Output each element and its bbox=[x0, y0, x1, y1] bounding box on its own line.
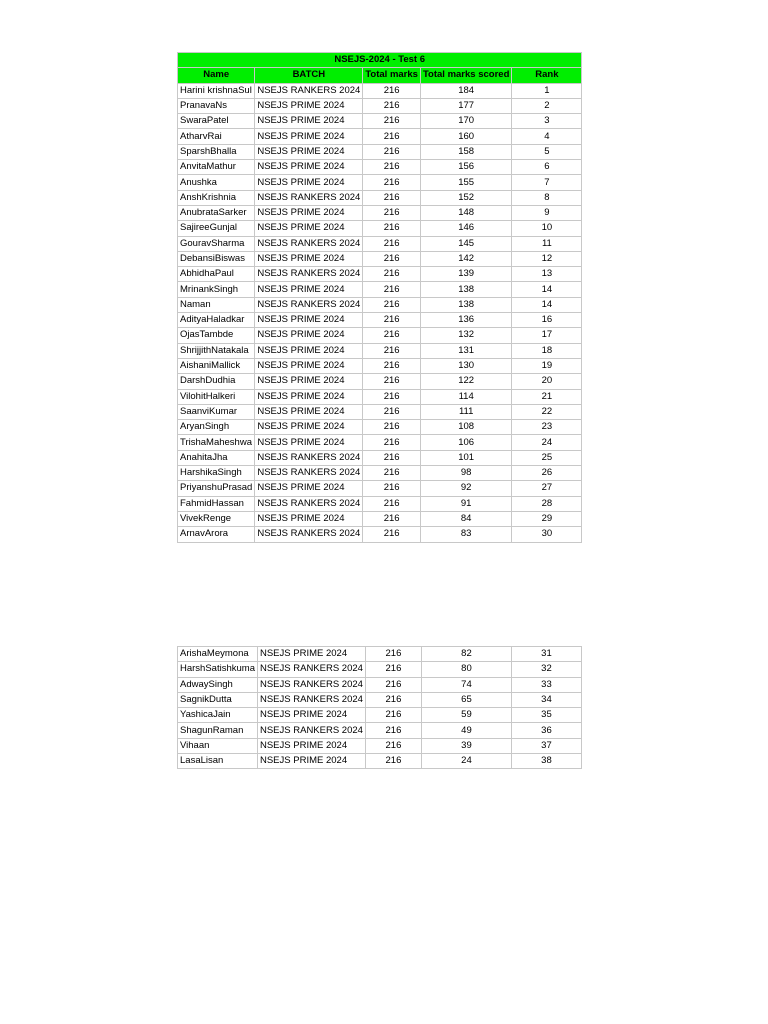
table-row bbox=[178, 160, 582, 175]
cell-marks-scored: 131 bbox=[420, 343, 511, 358]
cell-name: Vihaan bbox=[178, 738, 258, 753]
cell-name: SagnikDutta bbox=[178, 692, 258, 707]
cell-rank: 8 bbox=[512, 190, 582, 205]
cell-total-marks: 216 bbox=[365, 677, 421, 692]
table-row bbox=[178, 129, 582, 144]
cell-marks-scored: 184 bbox=[420, 83, 511, 98]
cell-rank: 35 bbox=[511, 708, 581, 723]
cell-name: DebansiBiswas bbox=[178, 251, 255, 266]
cell-batch: NSEJS RANKERS 2024 bbox=[255, 496, 363, 511]
header-rank: Rank bbox=[512, 68, 582, 83]
cell-total-marks: 216 bbox=[363, 221, 421, 236]
table-row bbox=[178, 527, 582, 542]
cell-total-marks: 216 bbox=[363, 98, 421, 113]
table-row bbox=[178, 98, 582, 113]
cell-name: AishaniMallick bbox=[178, 358, 255, 373]
cell-name: AdwaySingh bbox=[178, 677, 258, 692]
cell-total-marks: 216 bbox=[363, 389, 421, 404]
cell-batch: NSEJS PRIME 2024 bbox=[255, 114, 363, 129]
cell-name: ArnavArora bbox=[178, 527, 255, 542]
table-row bbox=[178, 511, 582, 526]
table-title: NSEJS-2024 - Test 6 bbox=[178, 53, 582, 68]
cell-batch: NSEJS PRIME 2024 bbox=[255, 420, 363, 435]
cell-total-marks: 216 bbox=[363, 496, 421, 511]
table-row bbox=[178, 754, 582, 769]
cell-batch: NSEJS PRIME 2024 bbox=[255, 328, 363, 343]
cell-rank: 10 bbox=[512, 221, 582, 236]
table-row bbox=[178, 450, 582, 465]
cell-total-marks: 216 bbox=[365, 738, 421, 753]
cell-rank: 27 bbox=[512, 481, 582, 496]
cell-rank: 12 bbox=[512, 251, 582, 266]
cell-marks-scored: 49 bbox=[421, 723, 511, 738]
table-row bbox=[178, 221, 582, 236]
cell-rank: 17 bbox=[512, 328, 582, 343]
cell-name: AnahitaJha bbox=[178, 450, 255, 465]
table-row bbox=[178, 647, 582, 662]
cell-total-marks: 216 bbox=[363, 236, 421, 251]
cell-marks-scored: 132 bbox=[420, 328, 511, 343]
cell-name: Anushka bbox=[178, 175, 255, 190]
cell-marks-scored: 82 bbox=[421, 647, 511, 662]
cell-marks-scored: 130 bbox=[420, 358, 511, 373]
cell-total-marks: 216 bbox=[363, 511, 421, 526]
cell-name: SparshBhalla bbox=[178, 144, 255, 159]
cell-marks-scored: 139 bbox=[420, 267, 511, 282]
cell-rank: 1 bbox=[512, 83, 582, 98]
table-row bbox=[178, 692, 582, 707]
cell-total-marks: 216 bbox=[365, 647, 421, 662]
table-row bbox=[178, 83, 582, 98]
cell-total-marks: 216 bbox=[363, 267, 421, 282]
cell-name: HarshSatishkuma bbox=[178, 662, 258, 677]
table-row bbox=[178, 251, 582, 266]
cell-batch: NSEJS RANKERS 2024 bbox=[255, 236, 363, 251]
cell-batch: NSEJS RANKERS 2024 bbox=[257, 677, 365, 692]
cell-rank: 22 bbox=[512, 404, 582, 419]
cell-name: FahmidHassan bbox=[178, 496, 255, 511]
header-total-marks: Total marks bbox=[363, 68, 421, 83]
cell-total-marks: 216 bbox=[363, 481, 421, 496]
table-row bbox=[178, 282, 582, 297]
cell-rank: 33 bbox=[511, 677, 581, 692]
cell-batch: NSEJS PRIME 2024 bbox=[255, 313, 363, 328]
table-row bbox=[178, 420, 582, 435]
cell-marks-scored: 142 bbox=[420, 251, 511, 266]
cell-batch: NSEJS PRIME 2024 bbox=[255, 144, 363, 159]
cell-marks-scored: 91 bbox=[420, 496, 511, 511]
cell-rank: 3 bbox=[512, 114, 582, 129]
cell-total-marks: 216 bbox=[365, 708, 421, 723]
cell-batch: NSEJS PRIME 2024 bbox=[257, 754, 365, 769]
cell-total-marks: 216 bbox=[363, 527, 421, 542]
cell-rank: 16 bbox=[512, 313, 582, 328]
table-row bbox=[178, 435, 582, 450]
cell-marks-scored: 108 bbox=[420, 420, 511, 435]
cell-rank: 6 bbox=[512, 160, 582, 175]
cell-marks-scored: 138 bbox=[420, 282, 511, 297]
cell-total-marks: 216 bbox=[363, 175, 421, 190]
cell-total-marks: 216 bbox=[365, 723, 421, 738]
table-header-row bbox=[178, 68, 582, 83]
cell-rank: 4 bbox=[512, 129, 582, 144]
cell-total-marks: 216 bbox=[365, 662, 421, 677]
cell-marks-scored: 177 bbox=[420, 98, 511, 113]
cell-name: VivekRenge bbox=[178, 511, 255, 526]
cell-batch: NSEJS RANKERS 2024 bbox=[255, 466, 363, 481]
cell-total-marks: 216 bbox=[363, 144, 421, 159]
cell-batch: NSEJS PRIME 2024 bbox=[255, 205, 363, 220]
cell-name: OjasTambde bbox=[178, 328, 255, 343]
cell-marks-scored: 106 bbox=[420, 435, 511, 450]
table-row bbox=[178, 236, 582, 251]
cell-total-marks: 216 bbox=[363, 420, 421, 435]
cell-marks-scored: 146 bbox=[420, 221, 511, 236]
cell-name: PriyanshuPrasad bbox=[178, 481, 255, 496]
cell-total-marks: 216 bbox=[363, 282, 421, 297]
cell-marks-scored: 152 bbox=[420, 190, 511, 205]
cell-batch: NSEJS RANKERS 2024 bbox=[257, 723, 365, 738]
cell-rank: 5 bbox=[512, 144, 582, 159]
cell-name: DarshDudhia bbox=[178, 374, 255, 389]
cell-total-marks: 216 bbox=[363, 404, 421, 419]
table-body-page-1 bbox=[178, 83, 582, 542]
cell-marks-scored: 98 bbox=[420, 466, 511, 481]
cell-total-marks: 216 bbox=[365, 692, 421, 707]
cell-name: ArishaMeymona bbox=[178, 647, 258, 662]
cell-marks-scored: 92 bbox=[420, 481, 511, 496]
cell-rank: 18 bbox=[512, 343, 582, 358]
header-batch: BATCH bbox=[255, 68, 363, 83]
table-row bbox=[178, 374, 582, 389]
cell-marks-scored: 65 bbox=[421, 692, 511, 707]
cell-total-marks: 216 bbox=[363, 358, 421, 373]
cell-marks-scored: 114 bbox=[420, 389, 511, 404]
cell-marks-scored: 122 bbox=[420, 374, 511, 389]
cell-batch: NSEJS PRIME 2024 bbox=[255, 98, 363, 113]
table-row bbox=[178, 190, 582, 205]
cell-rank: 19 bbox=[512, 358, 582, 373]
cell-batch: NSEJS RANKERS 2024 bbox=[255, 297, 363, 312]
table-body-page-2 bbox=[178, 647, 582, 769]
cell-rank: 20 bbox=[512, 374, 582, 389]
header-name: Name bbox=[178, 68, 255, 83]
cell-total-marks: 216 bbox=[363, 114, 421, 129]
table-row bbox=[178, 114, 582, 129]
table-row bbox=[178, 662, 582, 677]
cell-name: YashicaJain bbox=[178, 708, 258, 723]
cell-batch: NSEJS PRIME 2024 bbox=[257, 738, 365, 753]
cell-rank: 14 bbox=[512, 282, 582, 297]
cell-rank: 23 bbox=[512, 420, 582, 435]
cell-marks-scored: 170 bbox=[420, 114, 511, 129]
cell-rank: 26 bbox=[512, 466, 582, 481]
cell-marks-scored: 24 bbox=[421, 754, 511, 769]
cell-name: ShrijjithNatakala bbox=[178, 343, 255, 358]
results-table-page-2 bbox=[177, 646, 582, 769]
cell-batch: NSEJS PRIME 2024 bbox=[255, 160, 363, 175]
cell-marks-scored: 39 bbox=[421, 738, 511, 753]
table-row bbox=[178, 343, 582, 358]
table-row bbox=[178, 723, 582, 738]
cell-name: AdityaHaladkar bbox=[178, 313, 255, 328]
header-total-marks-scored: Total marks scored bbox=[420, 68, 511, 83]
cell-batch: NSEJS PRIME 2024 bbox=[255, 481, 363, 496]
cell-batch: NSEJS RANKERS 2024 bbox=[255, 450, 363, 465]
cell-batch: NSEJS PRIME 2024 bbox=[257, 647, 365, 662]
table-row bbox=[178, 404, 582, 419]
cell-total-marks: 216 bbox=[363, 251, 421, 266]
cell-marks-scored: 156 bbox=[420, 160, 511, 175]
cell-total-marks: 216 bbox=[363, 328, 421, 343]
cell-marks-scored: 138 bbox=[420, 297, 511, 312]
cell-total-marks: 216 bbox=[363, 83, 421, 98]
cell-batch: NSEJS PRIME 2024 bbox=[255, 511, 363, 526]
cell-total-marks: 216 bbox=[363, 160, 421, 175]
cell-total-marks: 216 bbox=[363, 435, 421, 450]
cell-batch: NSEJS PRIME 2024 bbox=[255, 435, 363, 450]
cell-rank: 37 bbox=[511, 738, 581, 753]
cell-name: VilohitHalkeri bbox=[178, 389, 255, 404]
table-row bbox=[178, 144, 582, 159]
cell-name: HarshikaSingh bbox=[178, 466, 255, 481]
cell-batch: NSEJS PRIME 2024 bbox=[255, 175, 363, 190]
cell-batch: NSEJS RANKERS 2024 bbox=[255, 527, 363, 542]
cell-total-marks: 216 bbox=[363, 129, 421, 144]
table-row bbox=[178, 738, 582, 753]
cell-batch: NSEJS PRIME 2024 bbox=[257, 708, 365, 723]
cell-rank: 34 bbox=[511, 692, 581, 707]
cell-rank: 38 bbox=[511, 754, 581, 769]
cell-name: LasaLisan bbox=[178, 754, 258, 769]
cell-name: GouravSharma bbox=[178, 236, 255, 251]
table-row bbox=[178, 677, 582, 692]
cell-marks-scored: 101 bbox=[420, 450, 511, 465]
cell-marks-scored: 160 bbox=[420, 129, 511, 144]
table-row bbox=[178, 389, 582, 404]
table-row bbox=[178, 358, 582, 373]
cell-batch: NSEJS RANKERS 2024 bbox=[257, 662, 365, 677]
cell-batch: NSEJS PRIME 2024 bbox=[255, 251, 363, 266]
table-title-row bbox=[178, 53, 582, 68]
cell-rank: 9 bbox=[512, 205, 582, 220]
cell-marks-scored: 83 bbox=[420, 527, 511, 542]
cell-rank: 28 bbox=[512, 496, 582, 511]
cell-name: AnubrataSarker bbox=[178, 205, 255, 220]
cell-name: Harini krishnaSul bbox=[178, 83, 255, 98]
cell-name: AryanSingh bbox=[178, 420, 255, 435]
cell-marks-scored: 59 bbox=[421, 708, 511, 723]
cell-rank: 25 bbox=[512, 450, 582, 465]
cell-name: Naman bbox=[178, 297, 255, 312]
table-row bbox=[178, 496, 582, 511]
cell-rank: 14 bbox=[512, 297, 582, 312]
cell-batch: NSEJS RANKERS 2024 bbox=[255, 83, 363, 98]
results-table-page-1 bbox=[177, 52, 582, 543]
cell-batch: NSEJS PRIME 2024 bbox=[255, 374, 363, 389]
table-row bbox=[178, 313, 582, 328]
cell-marks-scored: 158 bbox=[420, 144, 511, 159]
cell-marks-scored: 80 bbox=[421, 662, 511, 677]
table-row bbox=[178, 267, 582, 282]
cell-rank: 11 bbox=[512, 236, 582, 251]
table-row bbox=[178, 481, 582, 496]
cell-batch: NSEJS RANKERS 2024 bbox=[257, 692, 365, 707]
cell-marks-scored: 136 bbox=[420, 313, 511, 328]
cell-rank: 2 bbox=[512, 98, 582, 113]
cell-name: TrishaMaheshwa bbox=[178, 435, 255, 450]
cell-name: SwaraPatel bbox=[178, 114, 255, 129]
cell-total-marks: 216 bbox=[363, 297, 421, 312]
cell-name: MrinankSingh bbox=[178, 282, 255, 297]
cell-batch: NSEJS PRIME 2024 bbox=[255, 358, 363, 373]
cell-rank: 29 bbox=[512, 511, 582, 526]
table-row bbox=[178, 205, 582, 220]
cell-marks-scored: 155 bbox=[420, 175, 511, 190]
cell-batch: NSEJS PRIME 2024 bbox=[255, 343, 363, 358]
table-row bbox=[178, 466, 582, 481]
cell-name: AnvitaMathur bbox=[178, 160, 255, 175]
table-row bbox=[178, 328, 582, 343]
table-row bbox=[178, 175, 582, 190]
cell-rank: 24 bbox=[512, 435, 582, 450]
cell-name: AbhidhaPaul bbox=[178, 267, 255, 282]
cell-rank: 30 bbox=[512, 527, 582, 542]
table-row bbox=[178, 708, 582, 723]
cell-total-marks: 216 bbox=[363, 450, 421, 465]
cell-total-marks: 216 bbox=[363, 205, 421, 220]
cell-rank: 13 bbox=[512, 267, 582, 282]
cell-batch: NSEJS PRIME 2024 bbox=[255, 389, 363, 404]
cell-total-marks: 216 bbox=[363, 374, 421, 389]
cell-marks-scored: 145 bbox=[420, 236, 511, 251]
cell-name: SaanviKumar bbox=[178, 404, 255, 419]
cell-total-marks: 216 bbox=[363, 313, 421, 328]
cell-rank: 32 bbox=[511, 662, 581, 677]
cell-name: PranavaNs bbox=[178, 98, 255, 113]
cell-marks-scored: 84 bbox=[420, 511, 511, 526]
cell-rank: 7 bbox=[512, 175, 582, 190]
cell-total-marks: 216 bbox=[363, 343, 421, 358]
cell-total-marks: 216 bbox=[365, 754, 421, 769]
cell-rank: 31 bbox=[511, 647, 581, 662]
cell-name: ShagunRaman bbox=[178, 723, 258, 738]
cell-rank: 36 bbox=[511, 723, 581, 738]
cell-marks-scored: 74 bbox=[421, 677, 511, 692]
cell-rank: 21 bbox=[512, 389, 582, 404]
cell-name: SajireeGunjal bbox=[178, 221, 255, 236]
cell-name: AnshKrishnia bbox=[178, 190, 255, 205]
cell-name: AtharvRai bbox=[178, 129, 255, 144]
cell-marks-scored: 148 bbox=[420, 205, 511, 220]
cell-marks-scored: 111 bbox=[420, 404, 511, 419]
cell-total-marks: 216 bbox=[363, 466, 421, 481]
cell-batch: NSEJS PRIME 2024 bbox=[255, 129, 363, 144]
table-row bbox=[178, 297, 582, 312]
cell-batch: NSEJS RANKERS 2024 bbox=[255, 267, 363, 282]
cell-batch: NSEJS PRIME 2024 bbox=[255, 221, 363, 236]
cell-batch: NSEJS PRIME 2024 bbox=[255, 282, 363, 297]
cell-batch: NSEJS RANKERS 2024 bbox=[255, 190, 363, 205]
cell-total-marks: 216 bbox=[363, 190, 421, 205]
cell-batch: NSEJS PRIME 2024 bbox=[255, 404, 363, 419]
